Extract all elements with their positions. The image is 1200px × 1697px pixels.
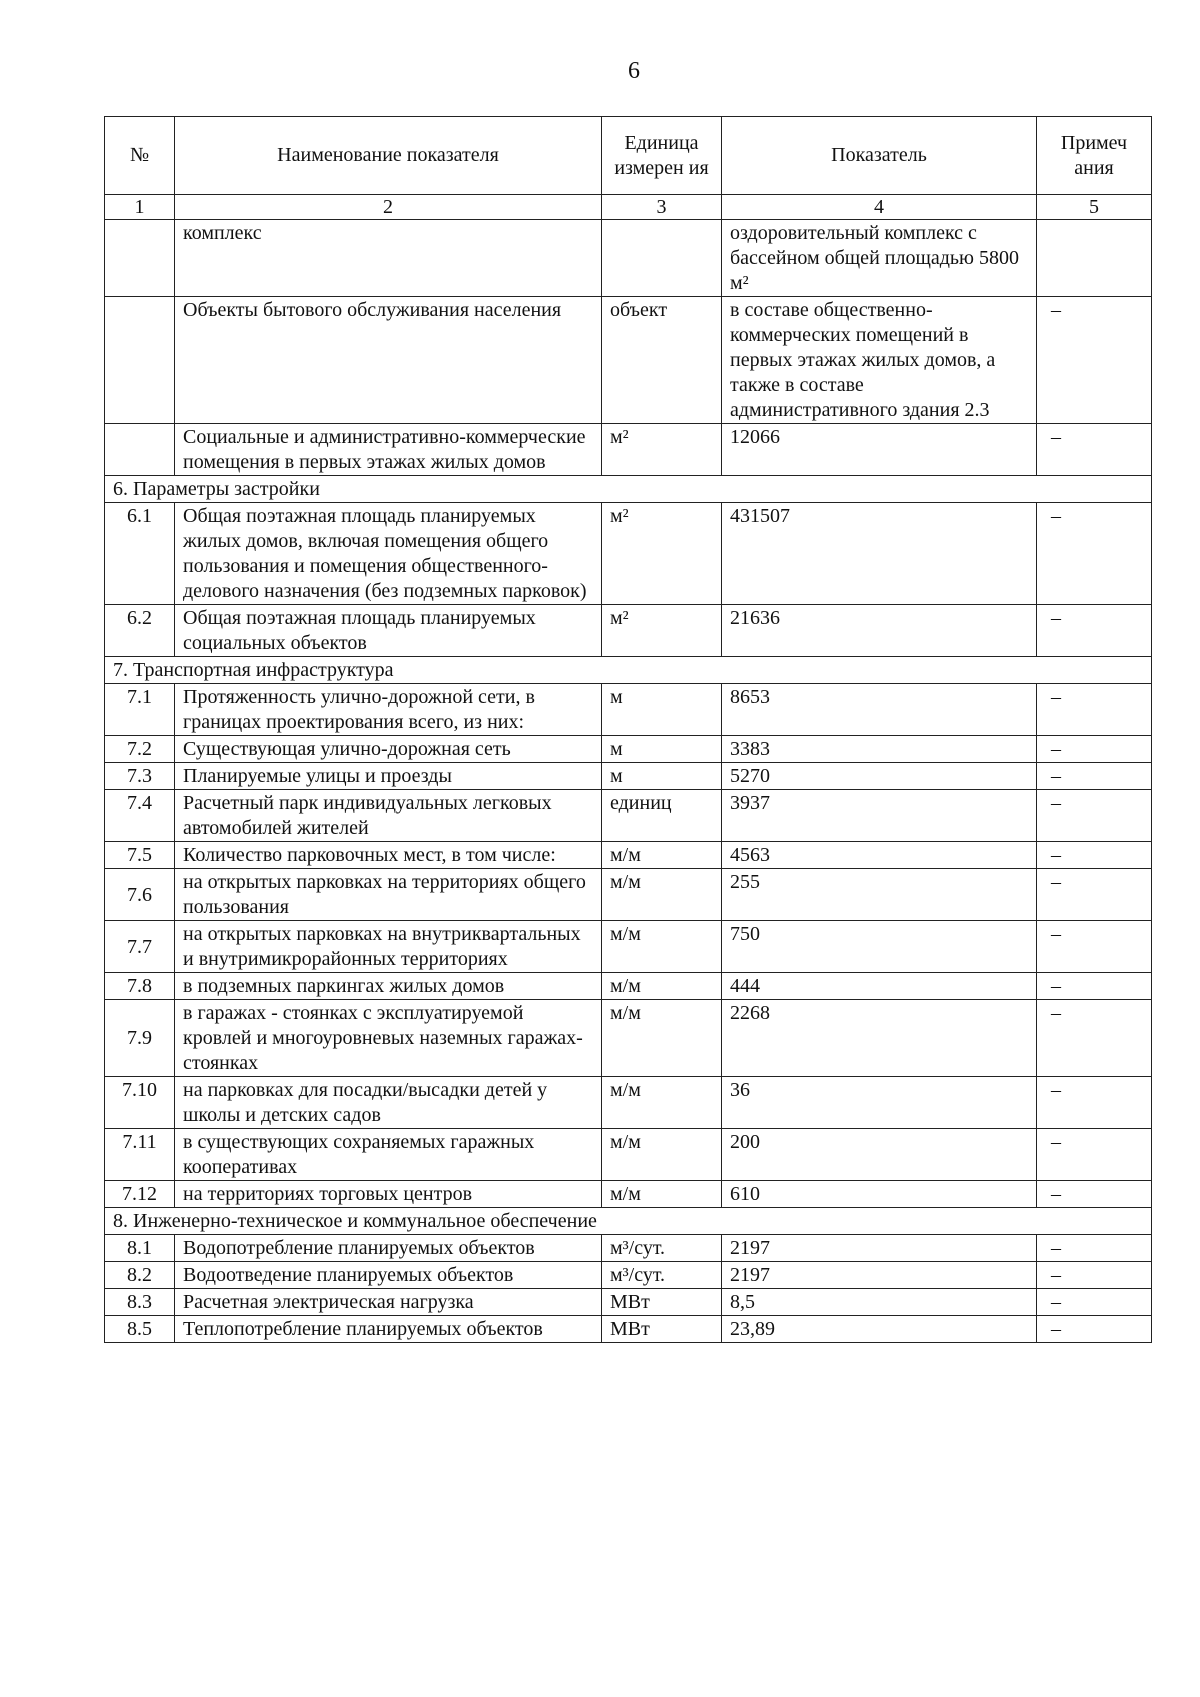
section-row — [105, 476, 1152, 503]
table-row — [105, 684, 1152, 736]
indicator-value-cell: 5270 — [722, 763, 1037, 790]
unit-cell: МВт — [602, 1316, 722, 1343]
indicators-table — [104, 116, 1152, 1343]
indicator-value-cell: 431507 — [722, 503, 1037, 605]
indicator-name-cell: в подземных паркингах жилых домов — [175, 973, 602, 1000]
header-indicator-value: Показатель — [722, 117, 1037, 195]
note-cell: – — [1037, 1289, 1152, 1316]
indicator-value-cell: в составе общественно-коммерческих помещений в первых этажах жилых домов, а также в составе административного здания 2.3 — [722, 297, 1037, 424]
table-row — [105, 1235, 1152, 1262]
row-number-cell: 6.2 — [105, 605, 175, 657]
indicator-name-cell: на территориях торговых центров — [175, 1181, 602, 1208]
indicator-name-cell: Протяженность улично-дорожной сети, в границах проектирования всего, из них: — [175, 684, 602, 736]
indicator-name-cell: на открытых парковках на территориях общего пользования — [175, 869, 602, 921]
table-row — [105, 869, 1152, 921]
row-number-cell: 8.3 — [105, 1289, 175, 1316]
header-number: № — [105, 117, 175, 195]
note-cell: – — [1037, 921, 1152, 973]
indicator-value-cell: 255 — [722, 869, 1037, 921]
indicator-name-cell: Планируемые улицы и проезды — [175, 763, 602, 790]
table-body — [105, 220, 1152, 1343]
column-number: 1 — [105, 195, 175, 220]
table-row — [105, 790, 1152, 842]
table-row — [105, 605, 1152, 657]
note-cell: – — [1037, 1262, 1152, 1289]
row-number-cell: 8.5 — [105, 1316, 175, 1343]
indicator-name-cell: комплекс — [175, 220, 602, 297]
indicator-name-cell: Объекты бытового обслуживания населения — [175, 297, 602, 424]
row-number-cell: 7.5 — [105, 842, 175, 869]
column-number: 3 — [602, 195, 722, 220]
unit-cell: м/м — [602, 1077, 722, 1129]
unit-cell: м/м — [602, 869, 722, 921]
indicator-name-cell: на парковках для посадки/высадки детей у школы и детских садов — [175, 1077, 602, 1129]
indicator-value-cell: 8653 — [722, 684, 1037, 736]
column-number: 4 — [722, 195, 1037, 220]
indicator-value-cell: 200 — [722, 1129, 1037, 1181]
indicator-name-cell: Количество парковочных мест, в том числе: — [175, 842, 602, 869]
note-cell: – — [1037, 790, 1152, 842]
table-row — [105, 1316, 1152, 1343]
indicator-name-cell: на открытых парковках на внутриквартальных и внутримикрорайонных территориях — [175, 921, 602, 973]
note-cell: – — [1037, 605, 1152, 657]
header-notes: Примеч ания — [1037, 117, 1152, 195]
unit-cell: м/м — [602, 842, 722, 869]
note-cell: – — [1037, 869, 1152, 921]
table-row — [105, 1000, 1152, 1077]
indicator-name-cell: Общая поэтажная площадь планируемых жилых домов, включая помещения общего пользования и помещения общественного-делового назначения (без подземных парковок) — [175, 503, 602, 605]
row-number-cell: 7.8 — [105, 973, 175, 1000]
row-number-cell: 8.2 — [105, 1262, 175, 1289]
note-cell: – — [1037, 973, 1152, 1000]
table-row — [105, 424, 1152, 476]
note-cell: – — [1037, 1129, 1152, 1181]
indicator-name-cell: Расчетная электрическая нагрузка — [175, 1289, 602, 1316]
note-cell: – — [1037, 1000, 1152, 1077]
unit-cell: м/м — [602, 1000, 722, 1077]
table-row — [105, 1181, 1152, 1208]
note-cell: – — [1037, 763, 1152, 790]
indicator-value-cell: 8,5 — [722, 1289, 1037, 1316]
column-number: 5 — [1037, 195, 1152, 220]
row-number-cell — [105, 220, 175, 297]
unit-cell: м² — [602, 605, 722, 657]
indicator-value-cell: оздоровительный комплекс с бассейном общей площадью 5800 м² — [722, 220, 1037, 297]
indicator-name-cell: в гаражах - стоянках с эксплуатируемой кровлей и многоуровневых наземных гаражах-стоянках — [175, 1000, 602, 1077]
table-row — [105, 973, 1152, 1000]
indicator-value-cell: 21636 — [722, 605, 1037, 657]
section-title: 6. Параметры застройки — [105, 476, 1152, 503]
note-cell: – — [1037, 684, 1152, 736]
table-row — [105, 297, 1152, 424]
row-number-cell: 7.11 — [105, 1129, 175, 1181]
unit-cell: м/м — [602, 973, 722, 1000]
indicator-name-cell: Водоотведение планируемых объектов — [175, 1262, 602, 1289]
unit-cell: объект — [602, 297, 722, 424]
header-indicator-name: Наименование показателя — [175, 117, 602, 195]
unit-cell — [602, 220, 722, 297]
row-number-cell: 8.1 — [105, 1235, 175, 1262]
unit-cell: м/м — [602, 1181, 722, 1208]
row-number-cell: 7.7 — [105, 921, 175, 973]
indicator-value-cell: 3383 — [722, 736, 1037, 763]
table-row — [105, 763, 1152, 790]
note-cell: – — [1037, 1316, 1152, 1343]
note-cell: – — [1037, 1235, 1152, 1262]
unit-cell: м/м — [602, 1129, 722, 1181]
header-unit: Единица измерен ия — [602, 117, 722, 195]
table-row — [105, 842, 1152, 869]
row-number-cell: 7.3 — [105, 763, 175, 790]
unit-cell: м — [602, 684, 722, 736]
note-cell: – — [1037, 1077, 1152, 1129]
indicator-name-cell: Социальные и административно-коммерческие помещения в первых этажах жилых домов — [175, 424, 602, 476]
unit-cell: м — [602, 763, 722, 790]
indicator-value-cell: 2197 — [722, 1262, 1037, 1289]
table-header-row — [105, 117, 1152, 195]
row-number-cell: 7.10 — [105, 1077, 175, 1129]
column-number: 2 — [175, 195, 602, 220]
row-number-cell — [105, 297, 175, 424]
unit-cell: м² — [602, 503, 722, 605]
section-row — [105, 657, 1152, 684]
section-title: 7. Транспортная инфраструктура — [105, 657, 1152, 684]
row-number-cell — [105, 424, 175, 476]
table-row — [105, 1289, 1152, 1316]
table-row — [105, 1077, 1152, 1129]
indicator-value-cell: 444 — [722, 973, 1037, 1000]
indicator-name-cell: Общая поэтажная площадь планируемых социальных объектов — [175, 605, 602, 657]
note-cell: – — [1037, 424, 1152, 476]
indicator-value-cell: 2197 — [722, 1235, 1037, 1262]
indicator-name-cell: в существующих сохраняемых гаражных кооперативах — [175, 1129, 602, 1181]
note-cell: – — [1037, 503, 1152, 605]
indicator-name-cell: Существующая улично-дорожная сеть — [175, 736, 602, 763]
column-number-row — [105, 195, 1152, 220]
unit-cell: м — [602, 736, 722, 763]
table-row — [105, 503, 1152, 605]
section-row — [105, 1208, 1152, 1235]
page-number: 6 — [628, 58, 640, 84]
indicator-value-cell: 610 — [722, 1181, 1037, 1208]
row-number-cell: 7.1 — [105, 684, 175, 736]
section-title: 8. Инженерно-техническое и коммунальное обеспечение — [105, 1208, 1152, 1235]
indicator-value-cell: 750 — [722, 921, 1037, 973]
note-cell: – — [1037, 297, 1152, 424]
unit-cell: единиц — [602, 790, 722, 842]
indicator-value-cell: 2268 — [722, 1000, 1037, 1077]
row-number-cell: 7.6 — [105, 869, 175, 921]
table-row — [105, 1129, 1152, 1181]
table-row — [105, 1262, 1152, 1289]
table-row — [105, 736, 1152, 763]
indicator-value-cell: 36 — [722, 1077, 1037, 1129]
table-row — [105, 220, 1152, 297]
indicator-value-cell: 3937 — [722, 790, 1037, 842]
indicator-name-cell: Расчетный парк индивидуальных легковых автомобилей жителей — [175, 790, 602, 842]
row-number-cell: 6.1 — [105, 503, 175, 605]
indicator-value-cell: 4563 — [722, 842, 1037, 869]
row-number-cell: 7.4 — [105, 790, 175, 842]
table-row — [105, 921, 1152, 973]
row-number-cell: 7.2 — [105, 736, 175, 763]
indicator-name-cell: Теплопотребление планируемых объектов — [175, 1316, 602, 1343]
indicator-value-cell: 23,89 — [722, 1316, 1037, 1343]
row-number-cell: 7.9 — [105, 1000, 175, 1077]
unit-cell: м² — [602, 424, 722, 476]
unit-cell: м³/сут. — [602, 1262, 722, 1289]
note-cell — [1037, 220, 1152, 297]
unit-cell: МВт — [602, 1289, 722, 1316]
note-cell: – — [1037, 736, 1152, 763]
note-cell: – — [1037, 842, 1152, 869]
unit-cell: м³/сут. — [602, 1235, 722, 1262]
row-number-cell: 7.12 — [105, 1181, 175, 1208]
indicator-value-cell: 12066 — [722, 424, 1037, 476]
indicator-name-cell: Водопотребление планируемых объектов — [175, 1235, 602, 1262]
unit-cell: м/м — [602, 921, 722, 973]
note-cell: – — [1037, 1181, 1152, 1208]
